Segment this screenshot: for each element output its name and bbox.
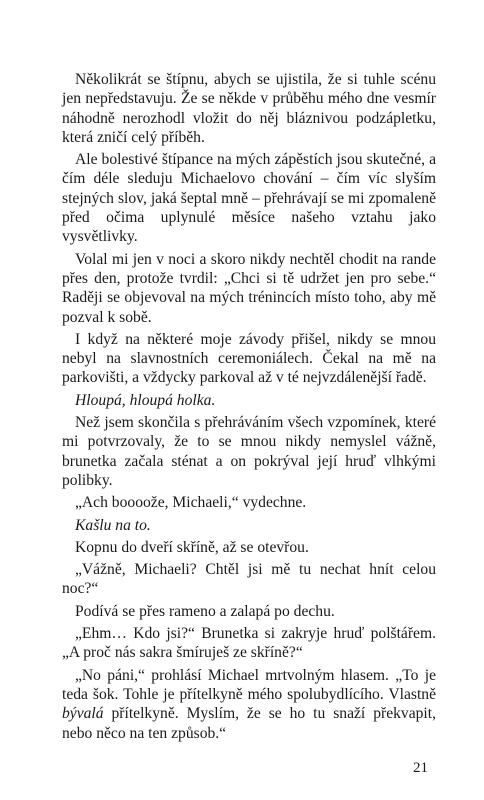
text-run: přítelkyně. Myslím, že se ho tu snaží překvapit, nebo něco na ten způsob.“ [62,705,436,742]
body-text [62,70,436,746]
paragraph [62,391,436,410]
italic-text: bývalá [62,705,104,723]
text-run: Než jsem skončila s přehráváním všech vzpomínek, které mi potvrzovaly, že to se mnou nikdy nemyslel vážně, brunetka začala sténat a on pokrýval její hruď vlhkými polibky. [62,414,436,489]
paragraph [62,330,436,388]
paragraph [62,413,436,490]
italic-text: Kašlu na to. [75,516,151,534]
paragraph [62,538,436,557]
paragraph [62,560,436,599]
text-run: „Vážně, Michaeli? Chtěl jsi mě tu nechat hnít celou noc?“ [62,561,436,598]
paragraph [62,493,436,512]
text-run: Podívá se přes rameno a zalapá po dechu. [75,602,335,620]
text-run: Kopnu do dveří skříně, až se otevřou. [75,538,309,556]
paragraph [62,666,436,743]
text-run: I když na některé moje závody přišel, nikdy se mnou nebyl na slavnostních ceremoniálech. Čekal na mě na parkovišti, a vždycky parkoval až v té nejvzdálenější řadě. [62,330,436,387]
page-number: 21 [413,760,428,776]
paragraph [62,70,436,147]
paragraph [62,624,436,663]
paragraph [62,602,436,621]
italic-text: Hloupá, hloupá holka. [75,391,216,409]
text-run: „Ach boooože, Michaeli,“ vydechne. [75,494,307,512]
text-run: Ale bolestivé štípance na mých zápěstích jsou skutečné, a čím déle sleduju Michaelovo chování – čím víc slyším stejných slov, jaká šeptal mně – přehrávají se mi zpomaleně před očima uplynulé měsíce našeho vztahu jako vysvětlivky. [62,151,436,246]
paragraph [62,250,436,327]
text-run: „Ehm… Kdo jsi?“ Brunetka si zakryje hruď polštářem. „A proč nás sakra šmíruješ ze skříně?“ [62,625,436,662]
text-run: Volal mi jen v noci a skoro nikdy nechtěl chodit na rande přes den, protože tvrdil: „Chci si tě udržet jen pro sebe.“ Raději se objevoval na mých trénincích místo toho, aby mě pozval k sobě. [62,250,436,326]
text-run: Několikrát se štípnu, abych se ujistila, že si tuhle scénu jen nepředstavuju. Že se někde v průběhu mého dne vesmír náhodně nerozhodl vložit do něj bláznivou podzápletku, která zničí celý příběh. [62,71,436,146]
text-run: „No páni,“ prohlásí Michael mrtvolným hlasem. „To je teda šok. Tohle je přítelkyně mého spolubydlícího. Vlastně [62,666,436,703]
paragraph [62,516,436,535]
paragraph [62,150,436,246]
